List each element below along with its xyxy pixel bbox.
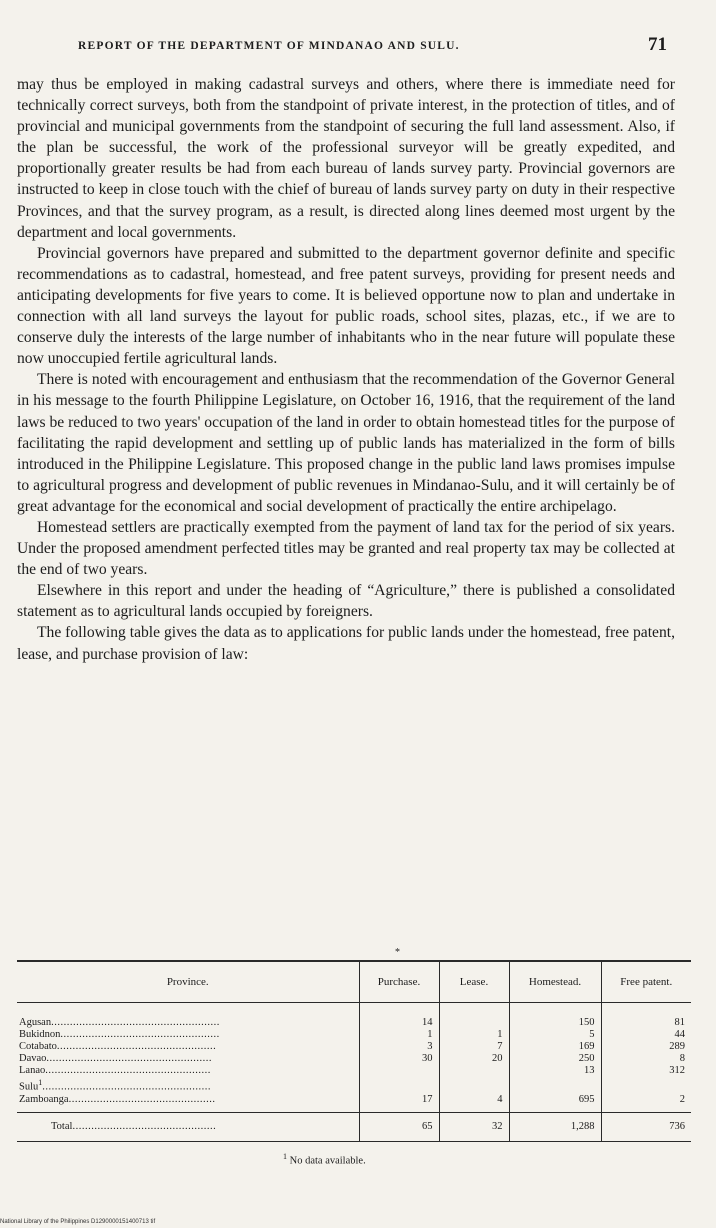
table-header-row (17, 961, 691, 1003)
province-name: Agusan (19, 1017, 52, 1028)
cell-homestead: 150 (509, 1003, 601, 1030)
cell-purchase: 3 (359, 1041, 439, 1053)
dot-leader: .............................................. (72, 1120, 217, 1132)
province-name: Cotabato (19, 1041, 57, 1052)
cell-free-patent: 2 (601, 1094, 691, 1113)
cell-purchase (359, 1077, 439, 1094)
dot-leader: ...................................................... (51, 1017, 220, 1028)
cell-homestead: 5 (509, 1029, 601, 1041)
page-number: 71 (648, 34, 667, 55)
dot-leader: ..................................................... (45, 1065, 211, 1076)
province-name: Lanao (19, 1065, 46, 1076)
cell-free-patent: 44 (601, 1029, 691, 1041)
cell-purchase: 17 (359, 1094, 439, 1113)
cell-free-patent: 8 (601, 1053, 691, 1065)
cell-total-label (17, 1112, 359, 1141)
paragraph: may thus be employed in making cadastral surveys and others, where there is immediate need for technically correct surveys, both from the standpoint of private interest, in the protection of titles, and of provincial and municipal governments from the standpoint of securing the full land assessment. Also, if the plan be successful, the work of the professional surveyor will be greatly expedited, and proportionally greater results be had from each bureau of lands survey party. Provincial governors are instructed to keep in close touch with the chief of bureau of lands survey party on duty in their respective Provinces, and that the survey program, as a result, is directed along lines deemed most urgent by the department and local governments. (17, 76, 675, 241)
cell-province (17, 1065, 359, 1077)
cell-free-patent: 312 (601, 1065, 691, 1077)
cell-free-patent: 81 (601, 1003, 691, 1030)
table-row (17, 1003, 691, 1030)
paragraph: Elsewhere in this report and under the heading of “Agriculture,” there is published a consolidated statement as to agricultural lands occupied by foreigners. (17, 582, 675, 621)
cell-purchase: 30 (359, 1053, 439, 1065)
table-row (17, 1029, 691, 1041)
body-text (17, 74, 675, 665)
dot-leader: ................................................... (60, 1029, 220, 1040)
table-marker: * (395, 947, 400, 958)
dot-leader: ..................................................... (46, 1053, 213, 1064)
table-row (17, 1041, 691, 1053)
cell-lease (439, 1077, 509, 1094)
cell-purchase (359, 1065, 439, 1077)
cell-purchase: 1 (359, 1029, 439, 1041)
cell-homestead: 169 (509, 1041, 601, 1053)
col-header-lease: Lease. (439, 961, 509, 1003)
table-row (17, 1094, 691, 1113)
cell-province (17, 1029, 359, 1041)
applications-table (17, 960, 691, 1142)
cell-total-homestead: 1,288 (509, 1112, 601, 1141)
cell-purchase: 14 (359, 1003, 439, 1030)
paragraph: The following table gives the data as to applications for public lands under the homestead, free patent, lease, and purchase provision of law: (17, 624, 675, 663)
table-total-row (17, 1112, 691, 1141)
cell-lease (439, 1003, 509, 1030)
applications-table-wrap (17, 960, 691, 1142)
cell-province (17, 1041, 359, 1053)
cell-lease: 7 (439, 1041, 509, 1053)
cell-homestead: 695 (509, 1094, 601, 1113)
scan-credit: National Library of the Philippines D1290000151400713 tif (0, 1219, 156, 1225)
col-header-purchase: Purchase. (359, 961, 439, 1003)
paragraph: There is noted with encouragement and enthusiasm that the recommendation of the Governor General in his message to the fourth Philippine Legislature, on October 16, 1916, that the requirement of the land laws be reduced to two years' occupation of the land in order to obtain homestead titles for the purpose of facilitating the rapid development and settling up of public lands has materialized in the form of bills introduced in the Philippine Legislature. This proposed change in the public land laws promises impulse to agricultural progress and development of public revenues in Mindanao-Sulu, and it will certainly be of great advantage for the economical and social development of practically the entire archipelago. (17, 371, 675, 515)
dot-leader: ................................................... (56, 1041, 217, 1052)
cell-lease: 4 (439, 1094, 509, 1113)
table-row (17, 1077, 691, 1094)
footnote-text: No data available. (289, 1155, 366, 1167)
footnote-ref: 1 (38, 1078, 43, 1087)
paragraph: Homestead settlers are practically exempted from the payment of land tax for the period of six years. Under the proposed amendment perfected titles may be granted and real property tax may be collected at the end of two years. (17, 518, 675, 579)
col-header-province: Province. (17, 961, 359, 1003)
cell-lease: 20 (439, 1053, 509, 1065)
running-head: REPORT OF THE DEPARTMENT OF MINDANAO AND SULU. (78, 40, 460, 52)
cell-homestead: 13 (509, 1065, 601, 1077)
cell-total-free-patent: 736 (601, 1112, 691, 1141)
province-name: Bukidnon (19, 1029, 61, 1040)
total-label: Total (51, 1120, 73, 1132)
col-header-free-patent: Free patent. (601, 961, 691, 1003)
cell-total-lease: 32 (439, 1112, 509, 1141)
province-name: Sulu (19, 1081, 39, 1093)
cell-province (17, 1077, 359, 1094)
province-name: Davao (19, 1053, 47, 1064)
table-row (17, 1053, 691, 1065)
dot-leader: ............................................... (68, 1093, 216, 1105)
col-header-homestead: Homestead. (509, 961, 601, 1003)
cell-free-patent (601, 1077, 691, 1094)
cell-province (17, 1053, 359, 1065)
cell-homestead: 250 (509, 1053, 601, 1065)
cell-province (17, 1003, 359, 1030)
table-footnote (283, 1152, 366, 1167)
cell-free-patent: 289 (601, 1041, 691, 1053)
cell-homestead (509, 1077, 601, 1094)
table-row (17, 1065, 691, 1077)
paragraph: Provincial governors have prepared and submitted to the department governor definite and specific recommendations as to cadastral, homestead, and free patent surveys, providing for present needs and anticipating developments for five years to come. It is believed opportune now to plan and undertake in connection with all land surveys the layout for public roads, school sites, plazas, etc., if we are to conserve duly the interests of the large number of inhabitants who in the near future will populate these now unoccupied fertile agricultural lands. (17, 244, 675, 368)
dot-leader: ...................................................... (42, 1081, 212, 1093)
province-name: Zamboanga (19, 1093, 69, 1105)
footnote-marker: 1 (283, 1152, 287, 1161)
cell-total-purchase: 65 (359, 1112, 439, 1141)
cell-lease: 1 (439, 1029, 509, 1041)
cell-province (17, 1094, 359, 1113)
cell-lease (439, 1065, 509, 1077)
